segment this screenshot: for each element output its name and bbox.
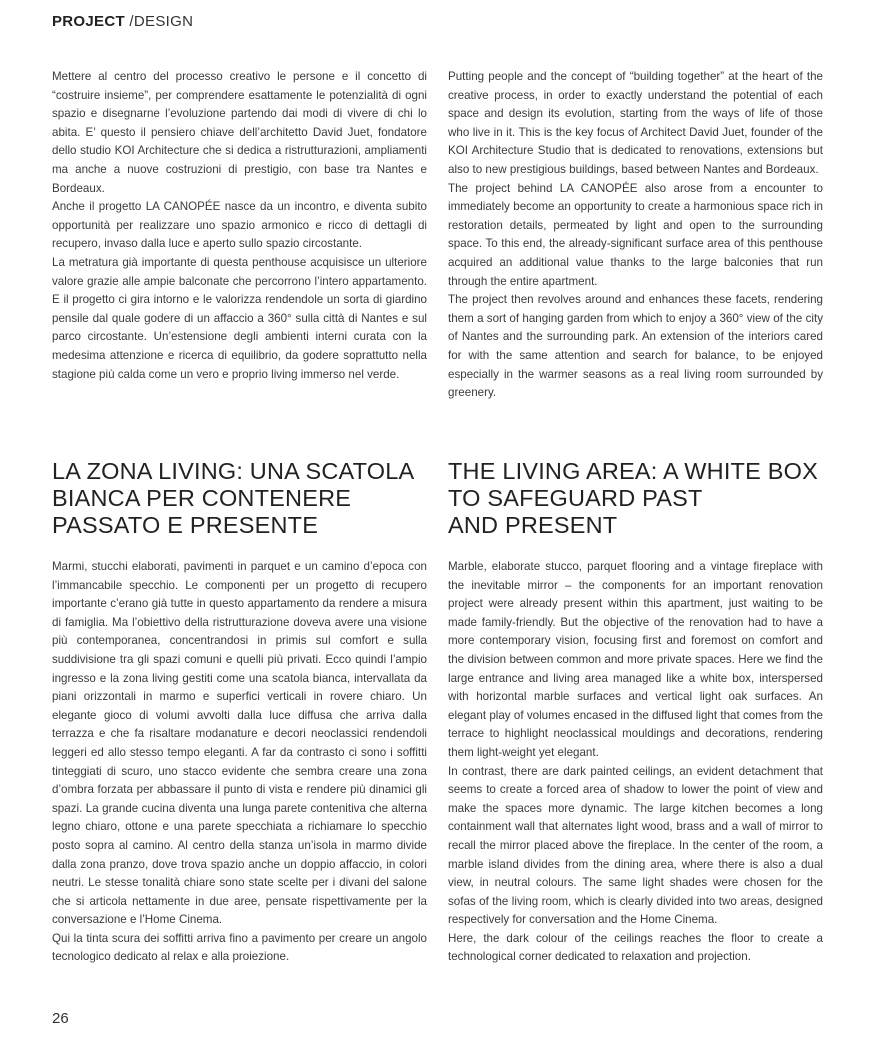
paragraph: In contrast, there are dark painted ceilings, an evident detachment that seems to create a forced area of shadow to lower the point of view and make the spaces more dynamic. The large kitchen becomes a long containment wall that alternates light wood, brass and a wall of mirror to recall the mirror placed above the fireplace. In the center of the room, a marble island divides from the dining area, where there is also a dual view, in neutral colours. The same light shades were chosen for the sofas of the living room, which is clearly divided into two areas, designed respectively for conversation and the Home Cinema.: [448, 764, 823, 927]
paragraph: The project behind LA CANOPÉE also arose from a encounter to immediately become an opportunity to create a harmonious space rich in restoration details, permeated by light and open to the surrounding space. To this end, the already-significant surface area of this penthouse acquired an additional value thanks to the large balconies that run through the entire apartment.: [448, 181, 823, 288]
living-english-column: [448, 558, 823, 967]
heading-line: BIANCA PER CONTENERE: [52, 485, 352, 511]
paragraph: Qui la tinta scura dei soffitti arriva fino a pavimento per creare un angolo tecnologico dedicato al relax e alla proiezione.: [52, 931, 427, 964]
paragraph: Putting people and the concept of “building together” at the heart of the creative process, in order to exactly understand the potential of each space and design its evolution, starting from the ways of life of those who live in it. This is the key focus of Architect David Juet, founder of the KOI Architecture Studio that is dedicated to renovations, extensions but also to new prestigious buildings, based between Nantes and Bordeaux.: [448, 70, 823, 176]
heading-line: PASSATO E PRESENTE: [52, 512, 319, 538]
heading-line: THE LIVING AREA: A WHITE BOX: [448, 458, 818, 484]
intro-english-column: [448, 68, 823, 403]
intro-italian-column: [52, 68, 427, 384]
heading-line: TO SAFEGUARD PAST: [448, 485, 703, 511]
paragraph: The project then revolves around and enhances these facets, rendering them a sort of hanging garden from which to enjoy a 360° view of the city of Nantes and the surrounding park. An extension of the interiors cared for with the same attention and search for balance, to be enjoyed especially in the warmer seasons as a real living room surrounded by greenery.: [448, 293, 823, 400]
italian-section-heading: [52, 458, 414, 539]
paragraph: Here, the dark colour of the ceilings reaches the floor to create a technological corner dedicated to relaxation and projection.: [448, 931, 823, 964]
paragraph: La metratura già importante di questa penthouse acquisisce un ulteriore valore grazie alle ampie balconate che percorrono l’intero appartamento. E il progetto ci gira intorno e le valorizza rendendole un sorta di giardino pensile dal quale godere di un affaccio a 360° sulla città di Nantes e sul parco circostante. Un’estensione degli ambienti interni curata con la medesima attenzione e ricerca di equilibrio, da godere soprattutto nella stagione più calda come un vero e proprio living immerso nel verde.: [52, 255, 427, 381]
heading-line: AND PRESENT: [448, 512, 618, 538]
heading-line: LA ZONA LIVING: UNA SCATOLA: [52, 458, 415, 484]
page-number: 26: [52, 1010, 69, 1027]
english-section-heading: [448, 458, 818, 539]
paragraph: Anche il progetto LA CANOPÉE nasce da un incontro, e diventa subito opportunità per realizzare uno spazio armonico e ricco di dettagli di recupero, invaso dalla luce e aperto sullo spazio circostante.: [52, 200, 427, 251]
subsection-label: /DESIGN: [129, 13, 194, 30]
running-header: [52, 13, 193, 30]
paragraph: Marble, elaborate stucco, parquet flooring and a vintage fireplace with the inevitable mirror – the components for an important renovation project were already present within this apartment, just waiting to be made family-friendly. But the objective of the renovation had to have a more contemporary vision, focusing first and foremost on comfort and the division between common and more private spaces. Here we find the large entrance and living area managed like a white box, interspersed with horizontal marble surfaces and vertical light oak surfaces. An elegant play of volumes encased in the diffused light that comes from the terrace to highlight neoclassical mouldings and decorations, rendering them light-weight yet elegant.: [448, 560, 823, 759]
paragraph: Mettere al centro del processo creativo le persone e il concetto di “costruire insieme”, per comprendere esattamente le potenzialità di ogni spazio e disegnarne l’evoluzione partendo dai modi di vivere di chi lo abita. E’ questo il pensiero chiave dell’architetto David Juet, fondatore dello studio KOI Architecture che si dedica a ristrutturazioni, ampliamenti ma anche a nuove costruzioni di prestigio, con base tra Nantes e Bordeaux.: [52, 70, 427, 195]
section-label: PROJECT: [52, 13, 125, 30]
living-italian-column: [52, 558, 427, 967]
paragraph: Marmi, stucchi elaborati, pavimenti in parquet e un camino d’epoca con l’immancabile specchio. Le componenti per un progetto di recupero importante c’erano già tutte in questo appartamento da rendere a misura di famiglia. Ma l’obiettivo della ristrutturazione doveva avere una visione più contemporanea, concentrandosi in primis sul comfort e sulla suddivisione tra gli spazi comuni e quelli più privati. Ecco quindi l’ampio ingresso e la zona living gestiti come una scatola bianca, intervallata da piani orizzontali in marmo e superfici verticali in rovere chiaro. Un elegante gioco di volumi avvolti dalla luce diffusa che arriva dalla terrazza e che fa risaltare modanature e decori neoclassici rendendoli leggeri ed allo stesso tempo eleganti. A far da contrasto ci sono i soffitti tinteggiati di scuro, uno stacco evidente che sembra creare una zona d’ombra forzata per abbassare il punto di vista e rendere più dinamici gli spazi. La grande cucina diventa una lunga parete contenitiva che alterna legno chiaro, ottone e una parete specchiata a richiamare lo specchio posto sopra al camino. Al centro della stanza un’isola in marmo divide dalla zona pranzo, dove trova spazio anche un doppio affaccio, in colori neutri. Le stesse tonalità chiare sono state scelte per i divani del salone che si articola nettamente in due aree, pensate rispettivamente per la conversazione e l’Home Cinema.: [52, 560, 427, 927]
